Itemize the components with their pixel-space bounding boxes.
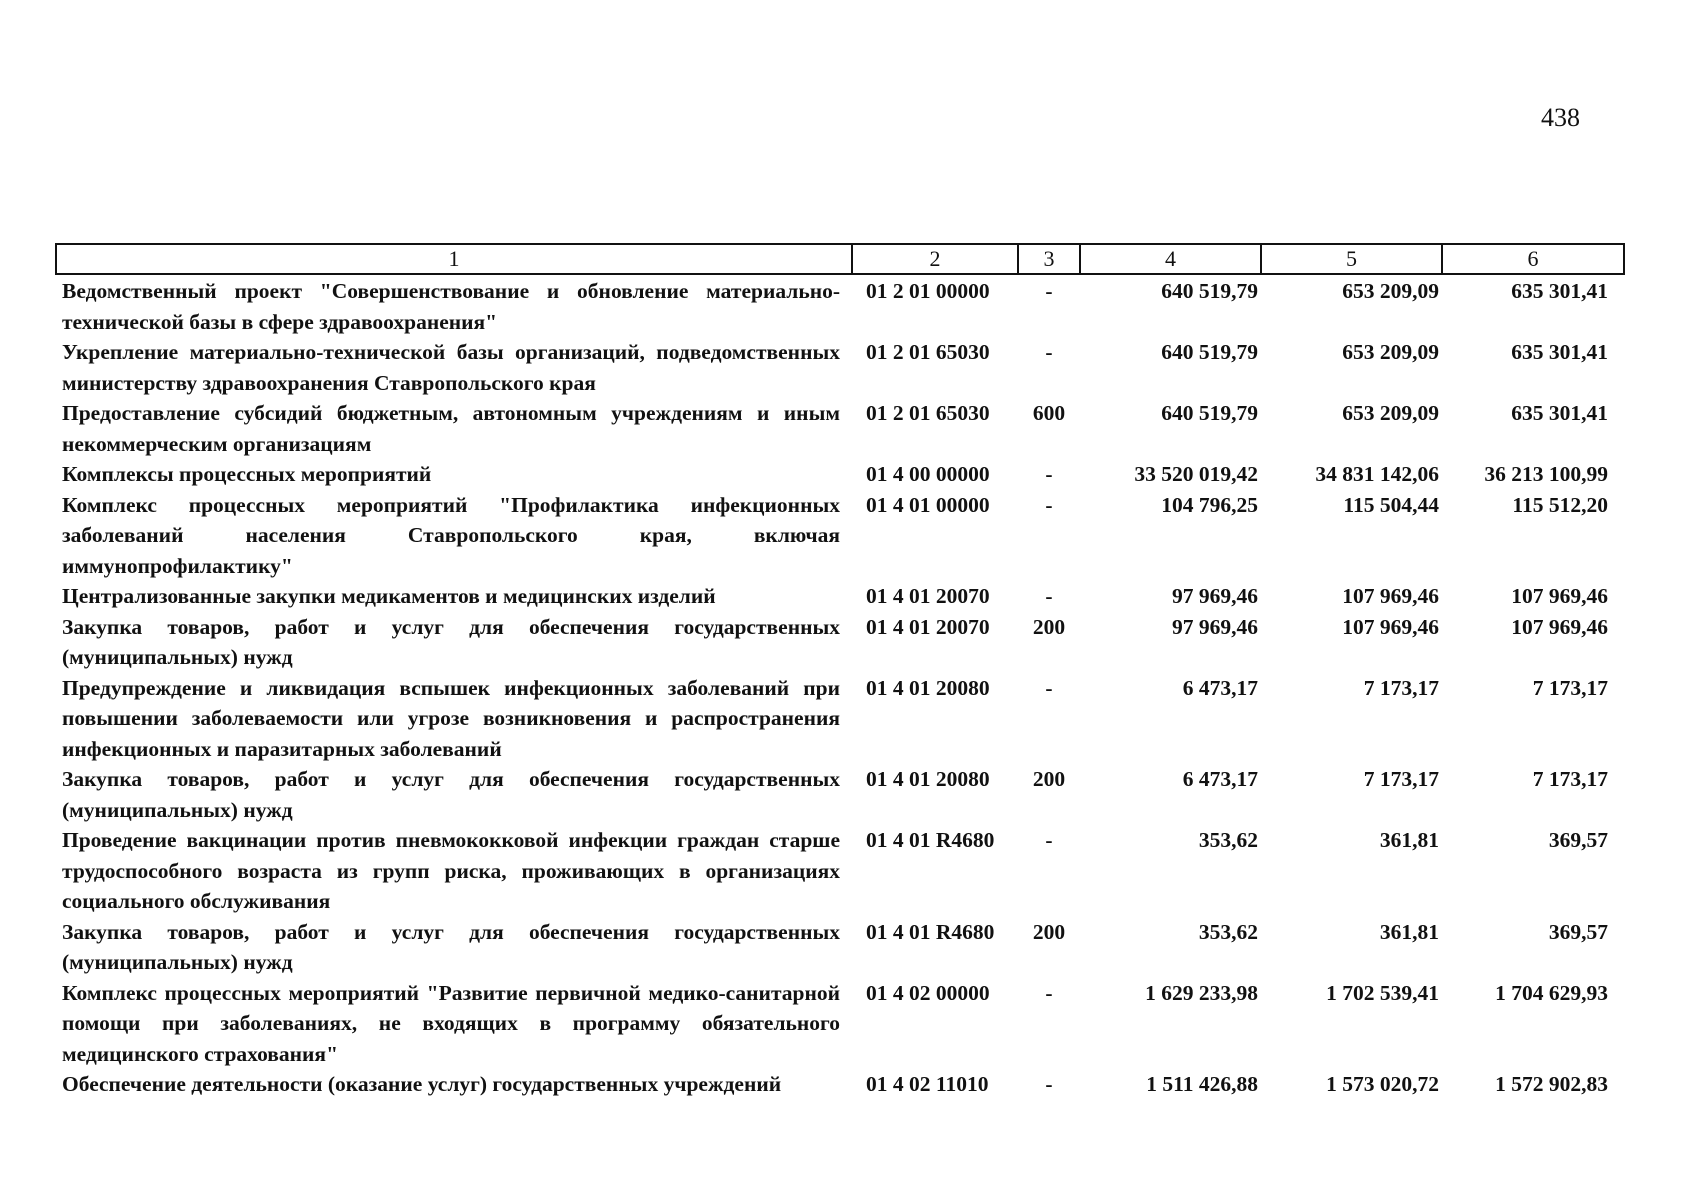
amount-col-6: 1 704 629,93 <box>1495 980 1608 1005</box>
item-name: Закупка товаров, работ и услуг для обеспечения государственных (муниципальных) нужд <box>62 767 840 822</box>
expense-type-code: - <box>1045 1072 1053 1096</box>
item-name: Комплексы процессных мероприятий <box>62 462 432 486</box>
header-row <box>56 244 1624 274</box>
table-row <box>56 917 1624 978</box>
item-name: Комплекс процессных мероприятий "Профилактика инфекционных заболеваний населения Ставропольского края, включая иммунопрофилактику" <box>62 492 840 578</box>
expense-type-code: - <box>1045 340 1053 364</box>
expense-type-code: 200 <box>1032 767 1066 791</box>
amount-col-6: 115 512,20 <box>1512 492 1608 517</box>
amount-col-4: 640 519,79 <box>1161 401 1258 425</box>
item-name: Ведомственный проект "Совершенствование и обновление материально-технической базы в сфере здравоохранения" <box>62 279 840 334</box>
table-row <box>56 581 1624 612</box>
amount-col-5: 107 969,46 <box>1342 584 1439 608</box>
amount-col-5: 1 573 020,72 <box>1326 1072 1439 1096</box>
amount-col-4: 1 511 426,88 <box>1146 1072 1258 1096</box>
table-row <box>56 612 1624 673</box>
classification-code: 01 4 01 20080 <box>866 767 990 791</box>
amount-col-5: 653 209,09 <box>1342 340 1439 364</box>
amount-col-6: 36 213 100,99 <box>1484 462 1608 486</box>
table-row <box>56 398 1624 459</box>
amount-col-6: 369,57 <box>1548 828 1608 852</box>
classification-code: 01 2 01 65030 <box>866 340 990 364</box>
item-name: Предупреждение и ликвидация вспышек инфекционных заболеваний при повышении заболеваемости или угрозе возникновения и распространения инфекционных и паразитарных заболеваний <box>62 675 840 761</box>
amount-col-5: 115 504,44 <box>1343 492 1439 517</box>
item-name: Предоставление субсидий бюджетным, автономным учреждениям и иным некоммерческим организациям <box>62 401 840 456</box>
expense-type-code: 200 <box>1032 919 1066 944</box>
amount-col-6: 7 173,17 <box>1532 675 1608 700</box>
table-row <box>56 459 1624 490</box>
expense-type-code: - <box>1045 828 1053 852</box>
expense-type-code: - <box>1045 675 1053 700</box>
amount-col-4: 640 519,79 <box>1161 340 1258 364</box>
expense-type-code: - <box>1045 462 1053 486</box>
expense-type-code: 200 <box>1032 614 1066 639</box>
column-header: 4 <box>1080 244 1261 274</box>
table-row <box>56 337 1624 398</box>
table-row <box>56 978 1624 1070</box>
amount-col-6: 7 173,17 <box>1532 767 1608 791</box>
amount-col-6: 369,57 <box>1548 919 1608 944</box>
amount-col-6: 635 301,41 <box>1511 401 1608 425</box>
classification-code: 01 4 01 20080 <box>866 675 990 700</box>
table-row <box>56 274 1624 337</box>
item-name: Закупка товаров, работ и услуг для обеспечения государственных (муниципальных) нужд <box>62 614 840 669</box>
expense-type-code: - <box>1045 279 1053 303</box>
classification-code: 01 2 01 65030 <box>866 401 990 425</box>
amount-col-4: 353,62 <box>1198 828 1258 852</box>
amount-col-4: 97 969,46 <box>1172 584 1258 608</box>
expense-type-code: - <box>1045 584 1053 608</box>
classification-code: 01 4 02 11010 <box>866 1072 989 1096</box>
amount-col-4: 6 473,17 <box>1182 767 1258 791</box>
amount-col-5: 653 209,09 <box>1342 279 1439 303</box>
amount-col-4: 33 520 019,42 <box>1134 462 1258 486</box>
column-header: 5 <box>1261 244 1442 274</box>
amount-col-6: 107 969,46 <box>1511 584 1608 608</box>
classification-code: 01 4 00 00000 <box>866 462 990 486</box>
amount-col-5: 34 831 142,06 <box>1315 462 1439 486</box>
item-name: Закупка товаров, работ и услуг для обеспечения государственных (муниципальных) нужд <box>62 919 840 974</box>
table-row <box>56 1069 1624 1100</box>
table-row <box>56 825 1624 917</box>
amount-col-5: 361,81 <box>1379 919 1439 944</box>
amount-col-5: 7 173,17 <box>1363 675 1439 700</box>
column-header: 3 <box>1018 244 1080 274</box>
amount-col-6: 635 301,41 <box>1511 340 1608 364</box>
amount-col-4: 640 519,79 <box>1161 279 1258 303</box>
item-name: Укрепление материально-технической базы организаций, подведомственных министерству здравоохранения Ставропольского края <box>62 340 840 395</box>
item-name: Комплекс процессных мероприятий "Развитие первичной медико-санитарной помощи при заболеваниях, не входящих в программу обязательного медицинского страхования" <box>62 980 840 1066</box>
item-name: Обеспечение деятельности (оказание услуг) государственных учреждений <box>62 1072 782 1096</box>
amount-col-4: 1 629 233,98 <box>1145 980 1258 1005</box>
amount-col-4: 97 969,46 <box>1172 614 1258 639</box>
classification-code: 01 4 01 00000 <box>866 492 990 517</box>
amount-col-5: 7 173,17 <box>1363 767 1439 791</box>
classification-code: 01 4 01 R4680 <box>866 919 995 944</box>
amount-col-5: 361,81 <box>1379 828 1439 852</box>
amount-col-5: 107 969,46 <box>1342 614 1439 639</box>
amount-col-6: 107 969,46 <box>1511 614 1608 639</box>
classification-code: 01 4 01 20070 <box>866 614 990 639</box>
table-row <box>56 764 1624 825</box>
expense-type-code: - <box>1045 492 1053 517</box>
classification-code: 01 4 01 R4680 <box>866 828 995 852</box>
column-header: 1 <box>56 244 852 274</box>
amount-col-5: 1 702 539,41 <box>1326 980 1439 1005</box>
classification-code: 01 4 01 20070 <box>866 584 990 608</box>
amount-col-4: 6 473,17 <box>1182 675 1258 700</box>
item-name: Централизованные закупки медикаментов и медицинских изделий <box>62 584 716 608</box>
amount-col-5: 653 209,09 <box>1342 401 1439 425</box>
expense-type-code: - <box>1045 980 1053 1005</box>
column-header: 2 <box>852 244 1018 274</box>
budget-table <box>55 243 1625 1100</box>
item-name: Проведение вакцинации против пневмококковой инфекции граждан старше трудоспособного возраста из групп риска, проживающих в организациях социального обслуживания <box>62 828 840 913</box>
amount-col-6: 1 572 902,83 <box>1495 1072 1608 1096</box>
classification-code: 01 4 02 00000 <box>866 980 990 1005</box>
amount-col-4: 104 796,25 <box>1161 492 1258 517</box>
amount-col-6: 635 301,41 <box>1511 279 1608 303</box>
classification-code: 01 2 01 00000 <box>866 279 990 303</box>
expense-type-code: 600 <box>1032 401 1066 425</box>
amount-col-4: 353,62 <box>1198 919 1258 944</box>
table-row <box>56 490 1624 582</box>
column-header: 6 <box>1442 244 1624 274</box>
page-number: 438 <box>1541 103 1580 132</box>
table-row <box>56 673 1624 765</box>
